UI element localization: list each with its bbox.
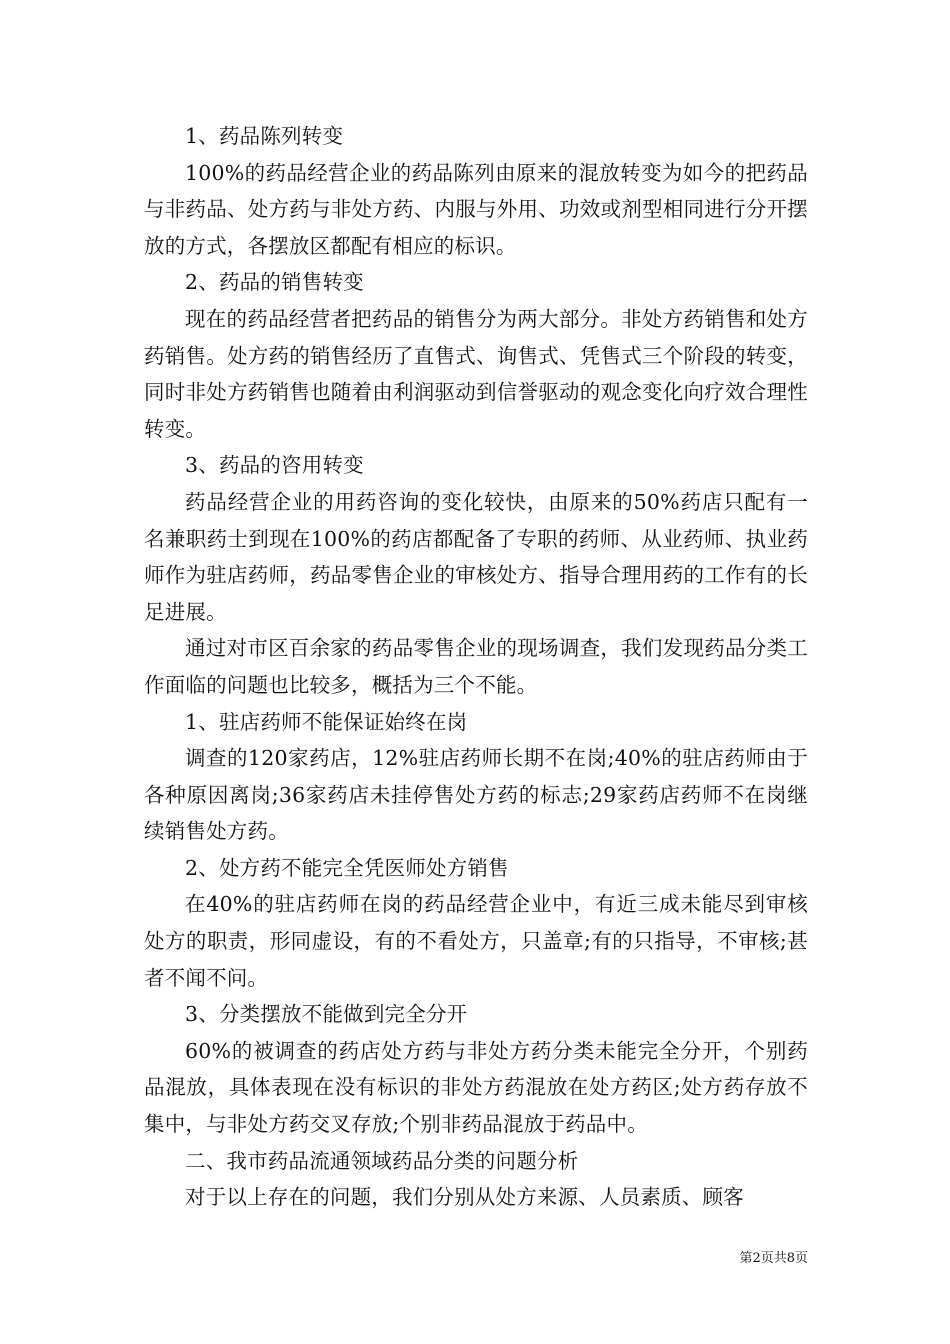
heading-consult-transition: 3、药品的咨用转变: [185, 453, 364, 478]
heading-separation: 3、分类摆放不能做到完全分开: [185, 1002, 468, 1027]
heading-pharmacist-absent: 1、驻店药师不能保证始终在岗: [185, 709, 468, 734]
paragraph-sales: 现在的药品经营者把药品的销售分为两大部分。非处方药销售和处方药销售。处方药的销售经历了直售式、询售式、凭售式三个阶段的转变，同时非处方药销售也随着由利润驱动到信誉驱动的观念变化向疗效合理性转变。: [144, 306, 808, 441]
paragraph-analysis: 对于以上存在的问题，我们分别从处方来源、人员素质、顾客: [185, 1185, 744, 1210]
heading-display-transition: 1、药品陈列转变: [185, 124, 344, 148]
paragraph-survey-intro: 通过对市区百余家的药品零售企业的现场调查，我们发现药品分类工作面临的问题也比较多，概括为三个不能。: [144, 636, 808, 697]
paragraph-prescription-sales: 在40%的驻店药师在岗的药品经营企业中，有近三成未能尽到审核处方的职责，形同虚设，有的不看处方，只盖章;有的只指导，不审核;甚者不闻不问。: [144, 892, 808, 990]
paragraph-display: 100%的药品经营企业的药品陈列由原来的混放转变为如今的把药品与非药品、处方药与非处方药、内服与外用、功效或剂型相同进行分开摆放的方式，各摆放区都配有相应的标识。: [144, 160, 808, 258]
heading-analysis: 二、我市药品流通领域药品分类的问题分析: [185, 1148, 579, 1173]
paragraph-consult: 药品经营企业的用药咨询的变化较快，由原来的50%药店只配有一名兼职药士到现在100%的药店都配备了专职的药师、从业药师、执业药师作为驻店药师，药品零售企业的审核处方、指导合理用药的工作有的长足进展。: [144, 489, 808, 624]
page-number: 第2页共8页: [739, 1251, 808, 1266]
heading-prescription-sales: 2、处方药不能完全凭医师处方销售: [185, 855, 509, 880]
paragraph-pharmacist-absent: 调查的120家药店，12%驻店药师长期不在岗;40%的驻店药师由于各种原因离岗;36家药店未挂停售处方药的标志;29家药店药师不在岗继续销售处方药。: [144, 746, 808, 844]
heading-sales-transition: 2、药品的销售转变: [185, 270, 364, 295]
paragraph-separation: 60%的被调查的药店处方药与非处方药分类未能完全分开，个别药品混放，具体表现在没有标识的非处方药混放在处方药区;处方药存放不集中，与非处方药交叉存放;个别非药品混放于药品中。: [144, 1038, 808, 1137]
document-body: [144, 118, 808, 1216]
